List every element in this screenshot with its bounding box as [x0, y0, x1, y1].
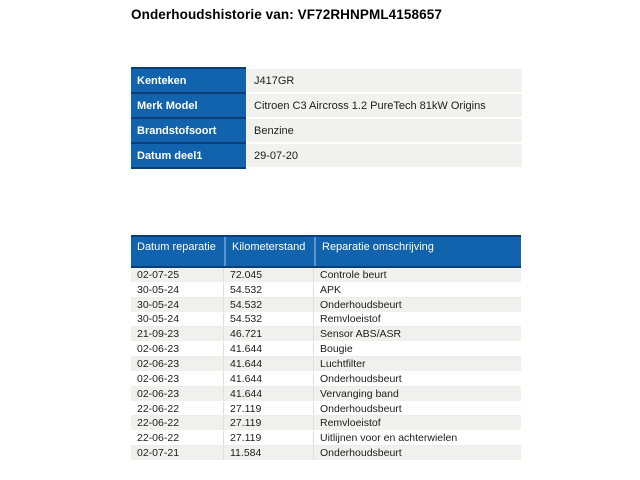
- vehicle-info-row: [131, 94, 522, 119]
- cell-kilometerstand: 27.119: [224, 416, 314, 430]
- report-title: Onderhoudshistorie van: VF72RHNPML4158657: [131, 7, 442, 22]
- cell-datum-reparatie: 21-09-23: [131, 327, 224, 341]
- table-row: [131, 416, 521, 431]
- table-row: [131, 446, 521, 461]
- cell-kilometerstand: 46.721: [224, 327, 314, 341]
- table-row: [131, 357, 521, 372]
- cell-datum-reparatie: 22-06-22: [131, 416, 224, 430]
- table-row: [131, 387, 521, 402]
- vehicle-info-row: [131, 69, 522, 94]
- table-row: [131, 342, 521, 357]
- cell-datum-reparatie: 02-06-23: [131, 342, 224, 356]
- cell-datum-reparatie: 30-05-24: [131, 298, 224, 312]
- maintenance-history-table: [131, 235, 521, 461]
- header-reparatie-omschrijving: Reparatie omschrijving: [314, 237, 521, 266]
- cell-datum-reparatie: 02-06-23: [131, 387, 224, 401]
- table-row: [131, 313, 521, 328]
- table-row: [131, 327, 521, 342]
- table-row: [131, 372, 521, 387]
- cell-kilometerstand: 54.532: [224, 298, 314, 312]
- vehicle-info-row: [131, 144, 522, 169]
- header-kilometerstand: Kilometerstand: [224, 237, 314, 266]
- cell-reparatie-omschrijving: Bougie: [320, 343, 353, 356]
- table-row: [131, 298, 521, 313]
- cell-reparatie-omschrijving: Onderhoudsbeurt: [320, 298, 402, 311]
- cell-kilometerstand: 41.644: [224, 387, 314, 401]
- table-row: [131, 402, 521, 417]
- cell-datum-reparatie: 22-06-22: [131, 431, 224, 445]
- table-row: [131, 431, 521, 446]
- table-row: [131, 268, 521, 283]
- header-datum-reparatie: Datum reparatie: [137, 241, 216, 253]
- cell-kilometerstand: 41.644: [224, 357, 314, 371]
- cell-datum-reparatie: 22-06-22: [131, 402, 224, 416]
- cell-datum-reparatie: 02-07-21: [131, 446, 224, 460]
- vehicle-info-table: [131, 69, 522, 169]
- cell-datum-reparatie: 30-05-24: [131, 283, 224, 297]
- cell-kilometerstand: 72.045: [224, 268, 314, 282]
- cell-reparatie-omschrijving: Sensor ABS/ASR: [320, 328, 402, 341]
- vehicle-info-value: J417GR: [246, 69, 522, 94]
- vehicle-info-label: Datum deel1: [131, 144, 246, 169]
- vehicle-info-label: Brandstofsoort: [131, 119, 246, 144]
- cell-kilometerstand: 27.119: [224, 431, 314, 445]
- cell-reparatie-omschrijving: Onderhoudsbeurt: [320, 372, 402, 385]
- cell-datum-reparatie: 02-07-25: [131, 268, 224, 282]
- cell-kilometerstand: 54.532: [224, 313, 314, 327]
- cell-reparatie-omschrijving: Onderhoudsbeurt: [320, 402, 402, 415]
- maintenance-table-header-row: [131, 235, 521, 268]
- cell-kilometerstand: 41.644: [224, 372, 314, 386]
- cell-reparatie-omschrijving: APK: [320, 283, 342, 296]
- cell-reparatie-omschrijving: Uitlijnen voor en achterwielen: [320, 432, 458, 445]
- cell-datum-reparatie: 30-05-24: [131, 313, 224, 327]
- cell-kilometerstand: 11.584: [224, 446, 314, 460]
- cell-datum-reparatie: 02-06-23: [131, 357, 224, 371]
- cell-reparatie-omschrijving: Remvloeistof: [320, 313, 381, 326]
- cell-reparatie-omschrijving: Luchtfilter: [320, 357, 366, 370]
- vehicle-info-value: Citroen C3 Aircross 1.2 PureTech 81kW Origins: [246, 94, 522, 119]
- table-row: [131, 283, 521, 298]
- maintenance-table-body: [131, 268, 521, 461]
- vehicle-info-row: [131, 119, 522, 144]
- vehicle-info-label: Merk Model: [131, 94, 246, 119]
- cell-reparatie-omschrijving: Onderhoudsbeurt: [320, 447, 402, 460]
- cell-datum-reparatie: 02-06-23: [131, 372, 224, 386]
- cell-reparatie-omschrijving: Remvloeistof: [320, 417, 381, 430]
- vehicle-info-value: 29-07-20: [246, 144, 522, 169]
- cell-reparatie-omschrijving: Controle beurt: [320, 268, 387, 281]
- cell-reparatie-omschrijving: Vervanging band: [320, 387, 399, 400]
- vehicle-info-label: Kenteken: [131, 69, 246, 94]
- cell-kilometerstand: 54.532: [224, 283, 314, 297]
- vehicle-info-value: Benzine: [246, 119, 522, 144]
- cell-kilometerstand: 27.119: [224, 402, 314, 416]
- cell-kilometerstand: 41.644: [224, 342, 314, 356]
